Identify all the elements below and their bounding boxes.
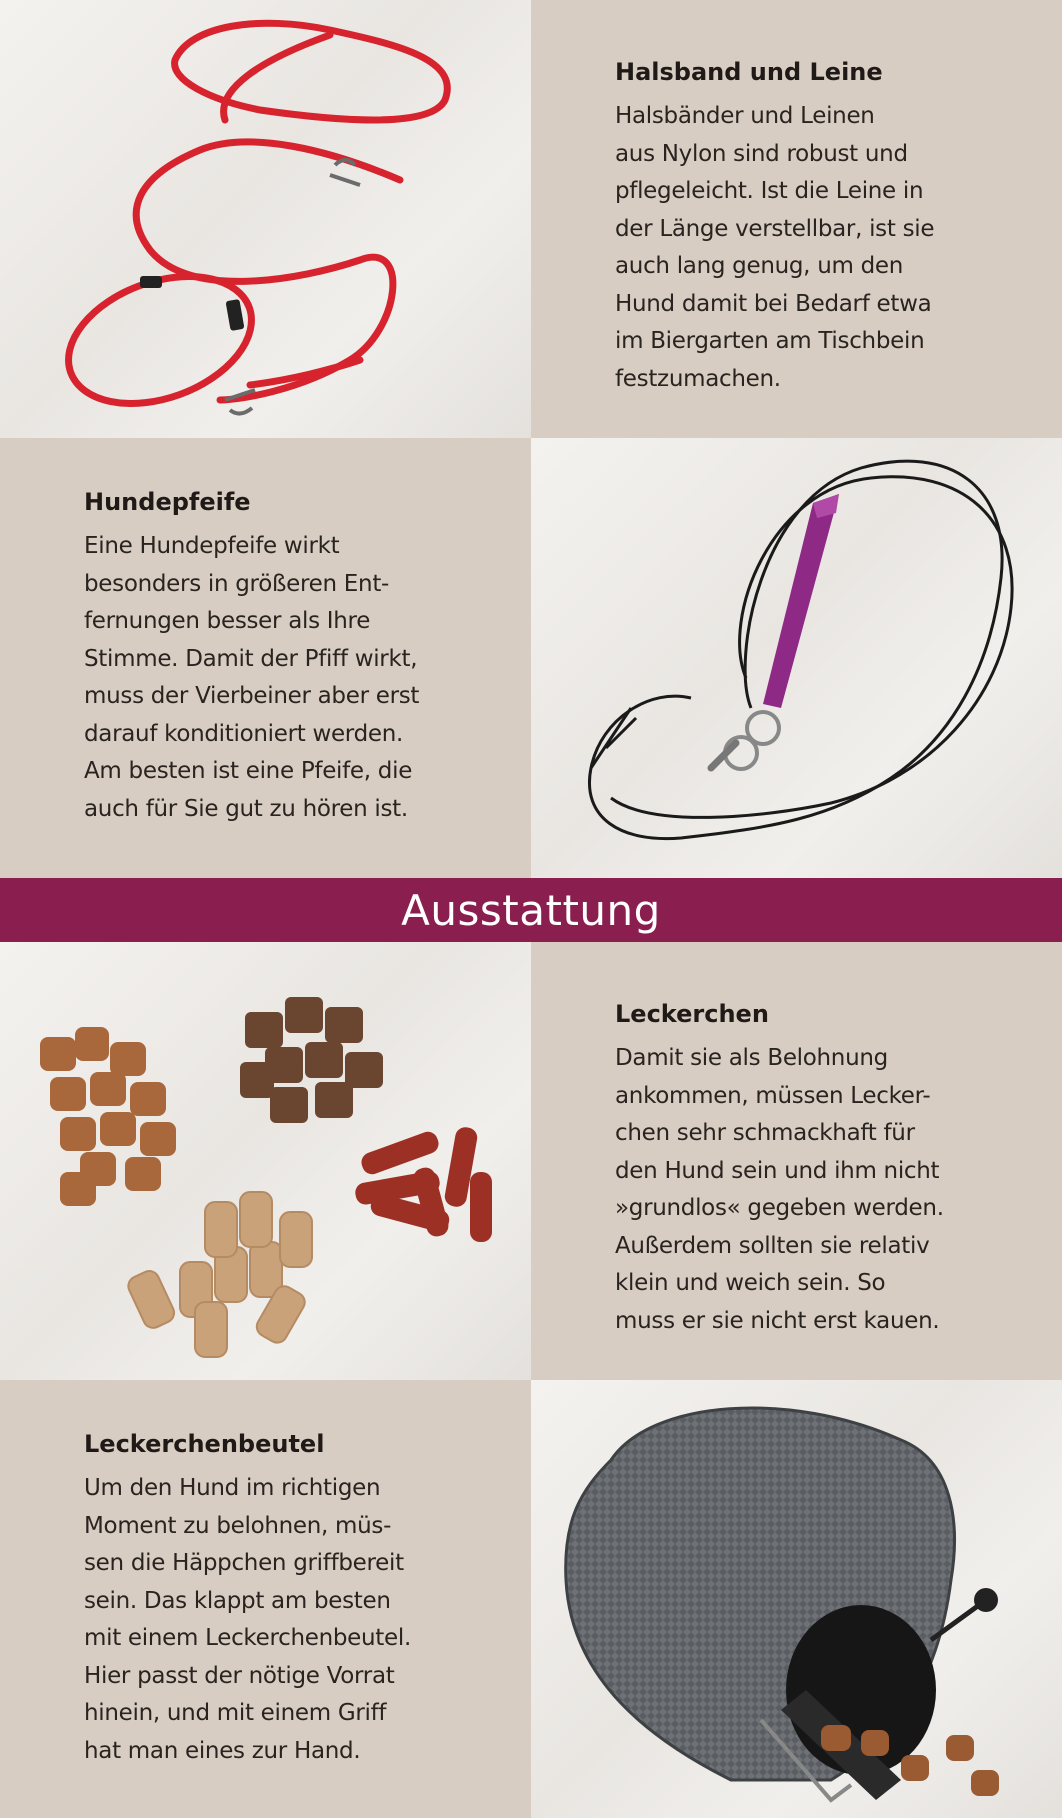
- whistle-paragraph: Eine Hundepfeife wirkt besonders in größeren Ent- fernungen besser als Ihre Stimme. Damit der Pfiff wirkt, muss der Vierbeiner aber erst darauf konditioniert werden. Am besten ist eine Pfeife, die auch für Sie gut zu hören ist.: [84, 533, 420, 822]
- row-treats: [0, 942, 1062, 1380]
- treat-bag-heading: Leckerchenbeutel: [84, 1430, 325, 1458]
- treats-text-block: [531, 942, 1062, 1380]
- treat-bag-paragraph: Um den Hund im richtigen Moment zu belohnen, müs- sen die Häppchen griffbereit sein. Das klappt am besten mit einem Leckerchenbeutel. Hier passt der nötige Vorrat hinein, und mit einem Griff hat man eines zur Hand.: [84, 1475, 411, 1764]
- treat-bag-photo: [531, 1380, 1062, 1818]
- collar-paragraph: Halsbänder und Leinen aus Nylon sind robust und pflegeleicht. Ist die Leine in der Länge verstellbar, ist sie auch lang genug, um den Hund damit bei Bedarf etwa im Biergarten am Tischbein festzumachen.: [615, 103, 935, 392]
- row-treat-bag: [0, 1380, 1062, 1818]
- treats-paragraph: Damit sie als Belohnung ankommen, müssen Lecker- chen sehr schmackhaft für den Hund sein und ihm nicht »grundlos« gegeben werden. Außerdem sollten sie relativ klein und weich sein. So muss er sie nicht erst kauen.: [615, 1045, 944, 1334]
- banner-title: Ausstattung: [401, 885, 661, 935]
- leash-photo: [0, 0, 531, 438]
- treats-illustration: [0, 942, 531, 1380]
- whistle-photo: [531, 438, 1062, 878]
- whistle-heading: Hundepfeife: [84, 488, 251, 516]
- collar-text-block: [531, 0, 1062, 438]
- treat-bag-illustration: [531, 1380, 1062, 1818]
- row-collar: [0, 0, 1062, 438]
- row-whistle: [0, 438, 1062, 878]
- treat-bag-text-block: [0, 1380, 531, 1818]
- treats-heading: Leckerchen: [615, 1000, 769, 1028]
- leash-illustration: [0, 0, 531, 438]
- section-banner: [0, 878, 1062, 942]
- treats-photo: [0, 942, 531, 1380]
- whistle-text-block: [0, 438, 531, 878]
- whistle-illustration: [531, 438, 1062, 878]
- collar-heading: Halsband und Leine: [615, 58, 883, 86]
